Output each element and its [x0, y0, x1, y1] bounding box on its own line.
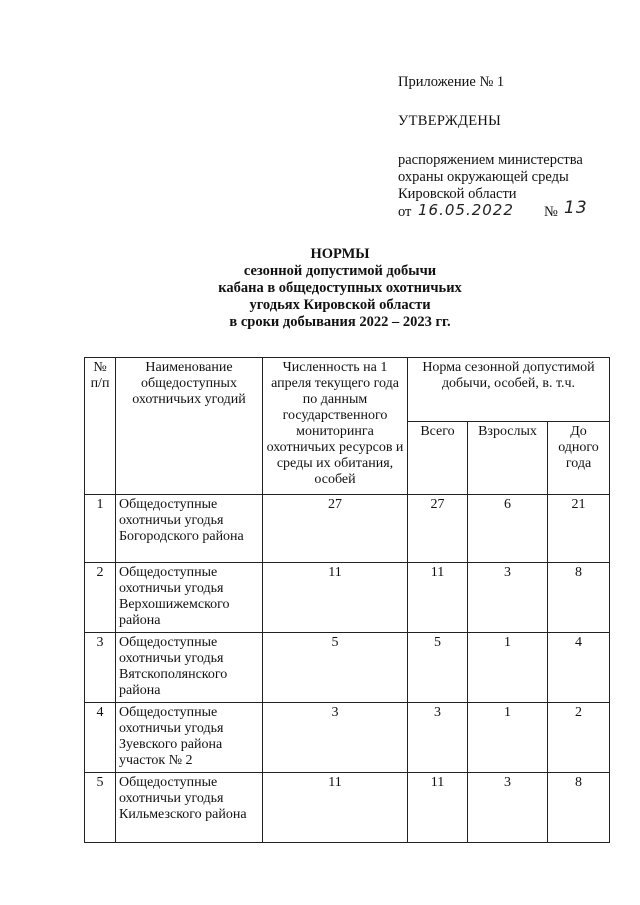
order-date-line — [398, 198, 598, 223]
title-line: в сроки добывания 2022 – 2023 гг. — [229, 314, 451, 330]
cell-population: 27 — [263, 495, 408, 563]
cell-population: 11 — [263, 563, 408, 633]
title-line: НОРМЫ — [310, 246, 370, 262]
header-young: До одного года — [548, 422, 610, 495]
title-line: сезонной допустимой добычи — [243, 263, 437, 279]
cell-total: 3 — [408, 703, 468, 773]
date-label: от — [398, 204, 412, 220]
cell-total: 27 — [408, 495, 468, 563]
cell-num: 2 — [85, 563, 116, 633]
cell-young: 8 — [548, 563, 610, 633]
table-row — [85, 773, 610, 843]
cell-adults: 3 — [468, 773, 548, 843]
title-line: кабана в общедоступных охотничьих — [218, 280, 462, 296]
cell-population: 11 — [263, 773, 408, 843]
cell-name: Общедоступные охотничьи угодья Богородского района — [116, 495, 263, 563]
cell-young: 2 — [548, 703, 610, 773]
cell-adults: 6 — [468, 495, 548, 563]
order-line: охраны окружающей среды — [398, 169, 569, 185]
header-total: Всего — [408, 422, 468, 495]
table-row — [85, 633, 610, 703]
table-row — [85, 495, 610, 563]
handwritten-number: 13 — [564, 198, 588, 218]
cell-adults: 3 — [468, 563, 548, 633]
appendix-label: Приложение № 1 — [398, 74, 505, 90]
cell-name: Общедоступные охотничьи угодья Верхошижемского района — [116, 563, 263, 633]
cell-name: Общедоступные охотничьи угодья Зуевского района участок № 2 — [116, 703, 263, 773]
title-line: угодьях Кировской области — [249, 297, 431, 313]
cell-num: 5 — [85, 773, 116, 843]
order-line: Кировской области — [398, 186, 517, 202]
document-title — [100, 246, 580, 331]
cell-total: 11 — [408, 563, 468, 633]
table-row — [85, 563, 610, 633]
header-adults: Взрослых — [468, 422, 548, 495]
handwritten-date: 16.05.2022 — [418, 201, 514, 219]
cell-num: 3 — [85, 633, 116, 703]
order-reference — [398, 152, 583, 203]
table-row — [85, 703, 610, 773]
cell-young: 4 — [548, 633, 610, 703]
header-norm: Норма сезонной допустимой добычи, особей, в. т.ч. — [408, 358, 610, 422]
header-population: Численность на 1 апреля текущего года по данным государственного мониторинга охотничьих ресурсов и среды их обитания, особей — [263, 358, 408, 495]
cell-population: 5 — [263, 633, 408, 703]
cell-total: 5 — [408, 633, 468, 703]
cell-population: 3 — [263, 703, 408, 773]
cell-num: 4 — [85, 703, 116, 773]
cell-adults: 1 — [468, 703, 548, 773]
number-label: № — [544, 204, 558, 220]
cell-num: 1 — [85, 495, 116, 563]
header-name: Наименование общедоступных охотничьих угодий — [116, 358, 263, 495]
cell-young: 21 — [548, 495, 610, 563]
cell-young: 8 — [548, 773, 610, 843]
cell-name: Общедоступные охотничьи угодья Вятскополянского района — [116, 633, 263, 703]
header-num: № п/п — [85, 358, 116, 495]
order-line: распоряжением министерства — [398, 152, 583, 168]
cell-adults: 1 — [468, 633, 548, 703]
cell-name: Общедоступные охотничьи угодья Кильмезского района — [116, 773, 263, 843]
cell-total: 11 — [408, 773, 468, 843]
approved-label: УТВЕРЖДЕНЫ — [398, 113, 502, 129]
norms-table — [84, 357, 610, 843]
